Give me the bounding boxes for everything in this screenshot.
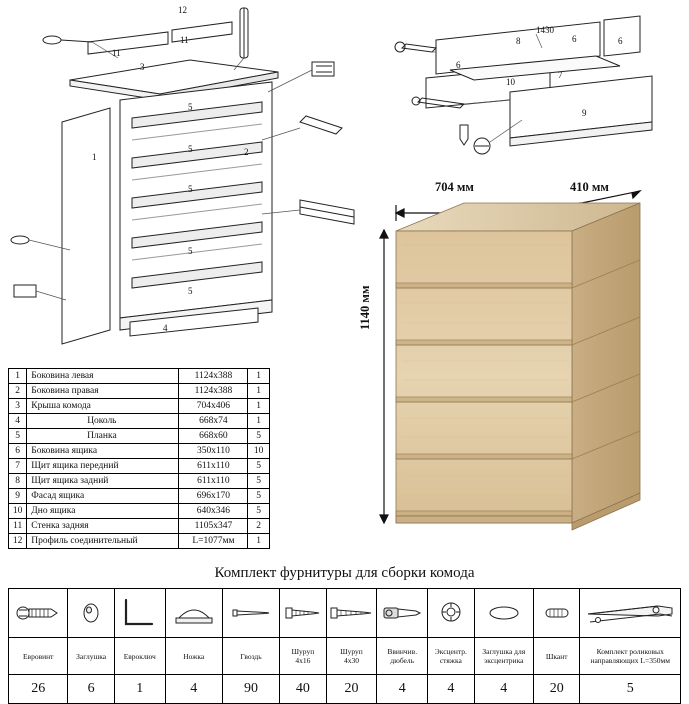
hardware-name: Шуруп 4х30 [326,638,377,675]
part-quantity: 5 [248,489,270,504]
part-dimension: 1105х347 [179,519,248,534]
svg-text:6: 6 [618,36,623,46]
part-dimension: L=1077мм [179,534,248,549]
svg-text:2: 2 [244,147,249,157]
part-quantity: 5 [248,474,270,489]
part-dimension: 1124х388 [179,384,248,399]
svg-text:5: 5 [188,246,193,256]
hardware-count: 4 [428,675,474,704]
hardware-section-title: Комплект фурнитуры для сборки комода [214,565,475,581]
svg-text:10: 10 [506,77,515,87]
table-row [9,459,270,474]
part-name: Щит ящика передний [27,459,179,474]
parts-table [8,368,270,549]
svg-text:11: 11 [112,48,121,58]
part-name: Крыша комода [27,399,179,414]
part-index: 10 [9,504,27,519]
hardware-name: Заглушка [68,638,114,675]
table-row [9,414,270,429]
part-index: 4 [9,414,27,429]
hardware-count: 5 [580,675,681,704]
hardware-name: Ножка [165,638,222,675]
part-name: Стенка задняя [27,519,179,534]
part-index: 12 [9,534,27,549]
part-index: 3 [9,399,27,414]
screw-4x30-icon [326,589,377,638]
part-index: 9 [9,489,27,504]
part-quantity: 2 [248,519,270,534]
hardware-count: 26 [9,675,68,704]
svg-text:11: 11 [180,35,189,45]
dimension-width-label: 704 мм [435,180,474,194]
part-index: 2 [9,384,27,399]
drawer-detail-diagram [390,0,689,165]
euro-screw-icon [9,589,68,638]
part-dimension: 668х60 [179,429,248,444]
table-row [9,534,270,549]
part-quantity: 10 [248,444,270,459]
table-row [9,384,270,399]
part-name: Боковина правая [27,384,179,399]
hardware-count: 6 [68,675,114,704]
part-name: Цоколь [27,414,179,429]
part-dimension: 350х110 [179,444,248,459]
svg-text:5: 5 [188,286,193,296]
part-quantity: 5 [248,459,270,474]
hardware-count: 1 [114,675,165,704]
part-quantity: 1 [248,399,270,414]
part-name: Планка [27,429,179,444]
cam-cover-icon [474,589,533,638]
part-quantity: 1 [248,414,270,429]
svg-text:4: 4 [163,323,168,333]
cabinet-photo [372,175,684,550]
dimension-height-label: 1140 мм [358,285,372,330]
part-name: Боковина ящика [27,444,179,459]
part-quantity: 1 [248,384,270,399]
svg-text:1: 1 [92,152,97,162]
exploded-cabinet-diagram [0,0,380,360]
screw-4x16-icon [280,589,326,638]
svg-text:1430: 1430 [536,25,554,35]
hardware-name: Ввинчив. дюбель [377,638,428,675]
part-name: Дно ящика [27,504,179,519]
part-index: 11 [9,519,27,534]
hardware-table [8,588,681,704]
svg-text:6: 6 [572,34,577,44]
hardware-count: 20 [326,675,377,704]
svg-text:7: 7 [558,70,563,80]
svg-text:8: 8 [516,36,521,46]
hardware-count: 4 [165,675,222,704]
part-dimension: 640х346 [179,504,248,519]
part-dimension: 668х74 [179,414,248,429]
part-name: Профиль соединительный [27,534,179,549]
table-row [9,519,270,534]
parts-table-body [9,369,270,549]
part-name: Фасад ящика [27,489,179,504]
leg-icon [165,589,222,638]
svg-text:5: 5 [188,102,193,112]
part-quantity: 1 [248,534,270,549]
table-row [9,504,270,519]
hardware-count: 4 [377,675,428,704]
cam-lock-icon [428,589,474,638]
svg-text:5: 5 [188,144,193,154]
svg-text:3: 3 [140,62,145,72]
hardware-count: 20 [533,675,579,704]
part-dimension: 704х406 [179,399,248,414]
part-dimension: 611х110 [179,474,248,489]
table-row [9,399,270,414]
hardware-counts-row [9,675,681,704]
hardware-icons-row [9,589,681,638]
screw-in-dowel-icon [377,589,428,638]
part-index: 5 [9,429,27,444]
table-row [9,429,270,444]
hardware-count: 90 [222,675,279,704]
hardware-name: Комплект роликовых направляющих L=350мм [580,638,681,675]
part-name: Щит ящика задний [27,474,179,489]
svg-text:5: 5 [188,184,193,194]
cap-plug-icon [68,589,114,638]
part-dimension: 1124х388 [179,369,248,384]
part-quantity: 5 [248,429,270,444]
hardware-name: Евровинт [9,638,68,675]
hardware-count: 4 [474,675,533,704]
svg-text:9: 9 [582,108,587,118]
part-dimension: 696х170 [179,489,248,504]
hardware-name: Гвоздь [222,638,279,675]
part-index: 1 [9,369,27,384]
part-index: 6 [9,444,27,459]
svg-text:6: 6 [456,60,461,70]
nail-icon [222,589,279,638]
part-index: 8 [9,474,27,489]
allen-key-icon [114,589,165,638]
roller-slides-icon [580,589,681,638]
hardware-name: Евроключ [114,638,165,675]
svg-text:12: 12 [178,5,187,15]
part-index: 7 [9,459,27,474]
hardware-name: Шуруп 4х16 [280,638,326,675]
table-row [9,474,270,489]
hardware-name: Шкант [533,638,579,675]
hardware-names-row [9,638,681,675]
dimension-depth-label: 410 мм [570,180,609,194]
table-row [9,369,270,384]
hardware-count: 40 [280,675,326,704]
part-dimension: 611х110 [179,459,248,474]
part-quantity: 5 [248,504,270,519]
part-quantity: 1 [248,369,270,384]
dowel-icon [533,589,579,638]
part-name: Боковина левая [27,369,179,384]
table-row [9,489,270,504]
hardware-name: Эксцентр. стяжка [428,638,474,675]
table-row [9,444,270,459]
hardware-name: Заглушка для эксцентрика [474,638,533,675]
